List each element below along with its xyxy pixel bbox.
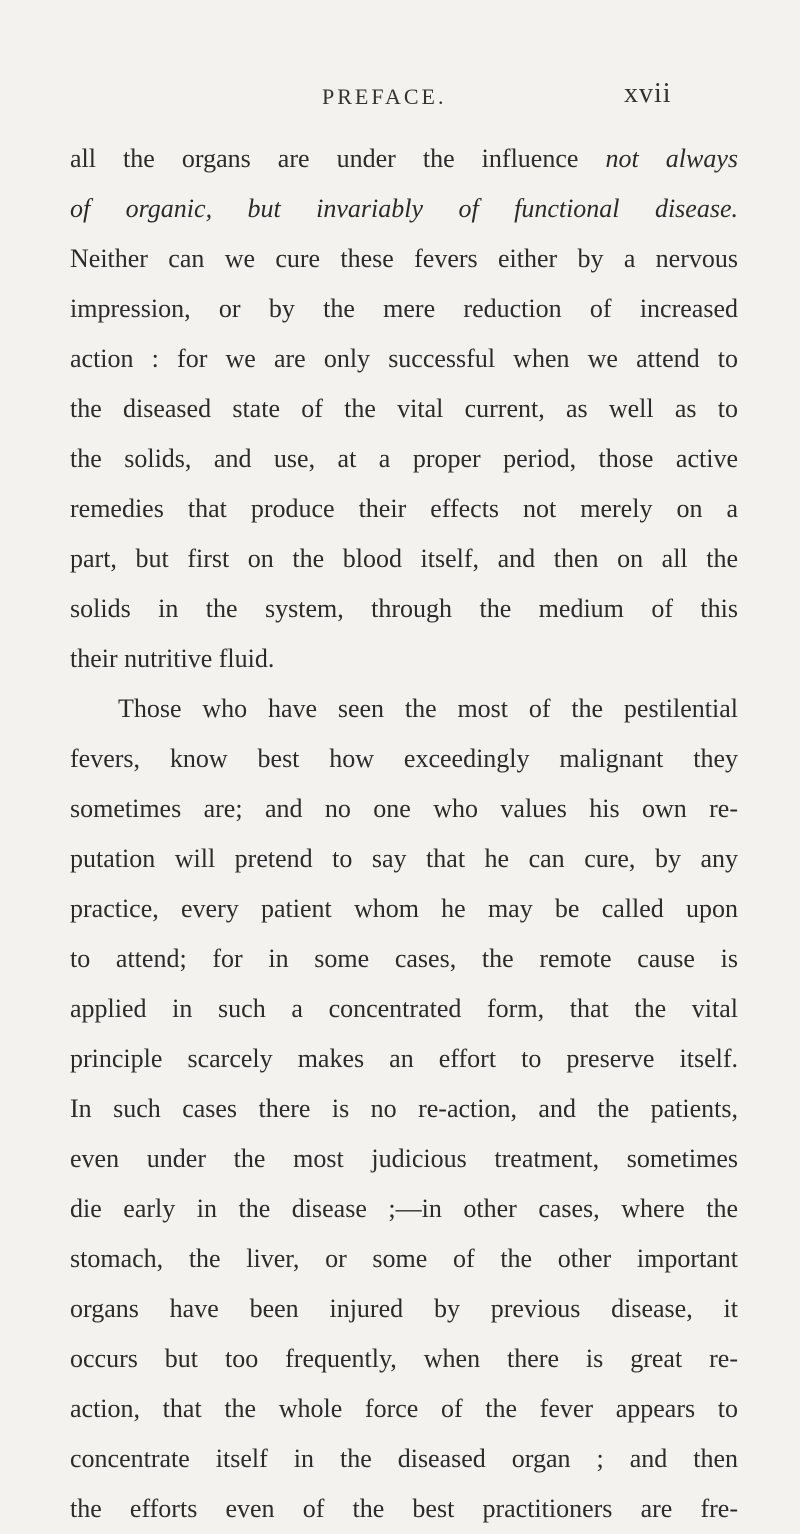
text-line	[70, 1184, 738, 1234]
running-head: PREFACE.	[322, 84, 447, 109]
text-run: part, but first on the blood itself, and then on all the	[70, 544, 738, 573]
text-line	[70, 1034, 738, 1084]
text-line	[70, 1234, 738, 1284]
text-run: die early in the disease ;—in other cases, where the	[70, 1194, 738, 1223]
text-line	[70, 834, 738, 884]
text-line	[70, 284, 738, 334]
text-line	[70, 1284, 738, 1334]
text-line	[70, 1384, 738, 1434]
text-run: sometimes are; and no one who values his own re-	[70, 794, 738, 823]
paragraph	[70, 684, 738, 1534]
text-line	[70, 584, 738, 634]
text-line	[70, 734, 738, 784]
body-text	[70, 134, 738, 1534]
text-run: organs have been injured by previous disease, it	[70, 1294, 738, 1323]
text-line	[70, 134, 738, 184]
paragraph	[70, 134, 738, 684]
text-run: action, that the whole force of the fever appears to	[70, 1394, 738, 1423]
text-run: action : for we are only successful when we attend to	[70, 344, 738, 373]
text-line	[70, 1084, 738, 1134]
text-line	[70, 884, 738, 934]
page-header	[322, 78, 742, 116]
text-run: all the organs are under the influence	[70, 144, 606, 173]
text-line	[70, 934, 738, 984]
text-line	[70, 1334, 738, 1384]
text-line	[70, 334, 738, 384]
text-run: applied in such a concentrated form, that the vital	[70, 994, 738, 1023]
text-run: fevers, know best how exceedingly malignant they	[70, 744, 738, 773]
italic-text-run: not always	[605, 144, 738, 173]
page-number: xvii	[624, 78, 672, 109]
text-run: the diseased state of the vital current, as well as to	[70, 394, 738, 423]
text-line	[70, 684, 738, 734]
text-run: even under the most judicious treatment, sometimes	[70, 1144, 738, 1173]
text-line	[70, 1484, 738, 1534]
text-run: principle scarcely makes an effort to preserve itself.	[70, 1044, 738, 1073]
text-line	[70, 634, 738, 684]
text-run: Neither can we cure these fevers either by a nervous	[70, 244, 738, 273]
text-run: In such cases there is no re-action, and the patients,	[70, 1094, 738, 1123]
text-line	[70, 184, 738, 234]
text-line	[70, 1434, 738, 1484]
text-run: concentrate itself in the diseased organ ; and then	[70, 1444, 738, 1473]
text-run: their nutritive fluid.	[70, 644, 275, 673]
text-line	[70, 784, 738, 834]
text-run: occurs but too frequently, when there is great re-	[70, 1344, 738, 1373]
text-run: to attend; for in some cases, the remote cause is	[70, 944, 738, 973]
text-run: the efforts even of the best practitioners are fre-	[70, 1494, 738, 1523]
text-line	[70, 984, 738, 1034]
italic-text-run: of organic, but invariably of functional disease.	[70, 194, 738, 223]
text-line	[70, 434, 738, 484]
text-run: practice, every patient whom he may be called upon	[70, 894, 738, 923]
text-run: impression, or by the mere reduction of increased	[70, 294, 738, 323]
text-line	[70, 384, 738, 434]
text-run: Those who have seen the most of the pestilential	[118, 694, 738, 723]
text-line	[70, 234, 738, 284]
text-line	[70, 484, 738, 534]
text-run: remedies that produce their effects not merely on a	[70, 494, 738, 523]
text-line	[70, 534, 738, 584]
text-run: solids in the system, through the medium of this	[70, 594, 738, 623]
text-run: stomach, the liver, or some of the other important	[70, 1244, 738, 1273]
text-run: the solids, and use, at a proper period, those active	[70, 444, 738, 473]
text-run: putation will pretend to say that he can cure, by any	[70, 844, 738, 873]
text-line	[70, 1134, 738, 1184]
